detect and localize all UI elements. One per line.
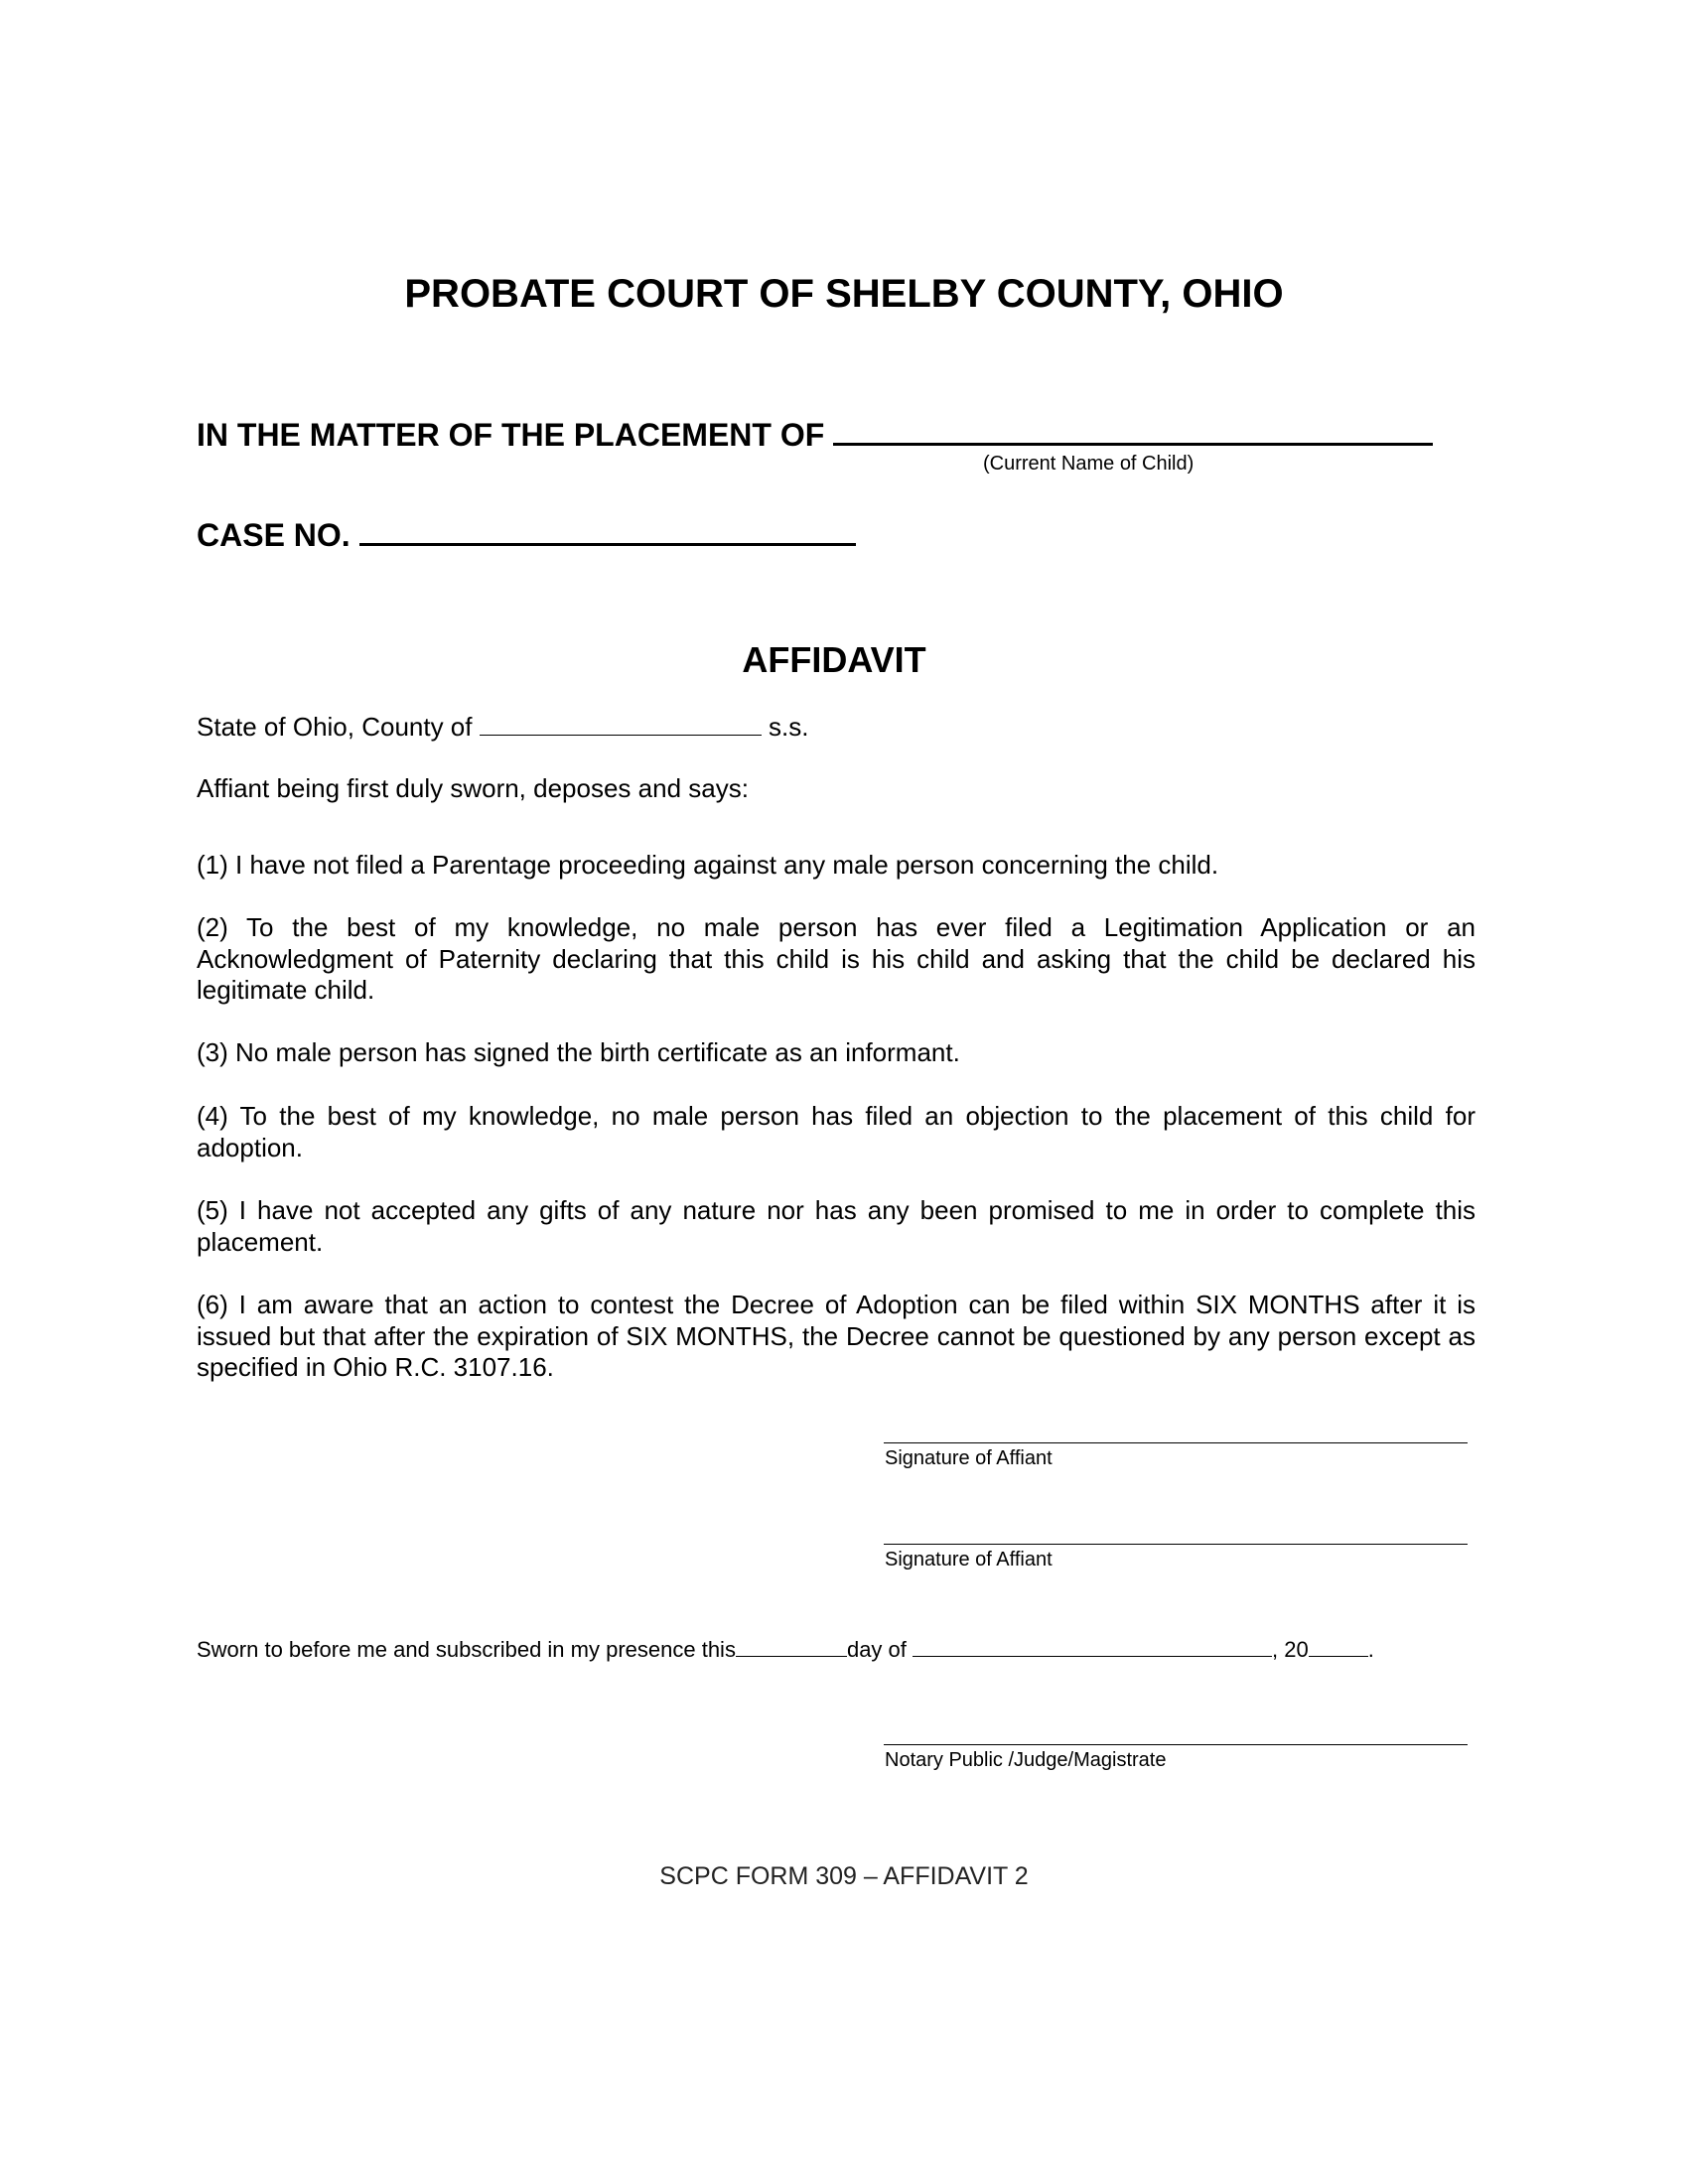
month-field[interactable] [913, 1636, 1272, 1657]
case-no-line [197, 513, 856, 554]
child-name-caption: (Current Name of Child) [983, 453, 1195, 475]
statement-5: (5) I have not accepted any gifts of any nature nor has any been promised to me in order to complete this placement. [197, 1195, 1476, 1257]
case-no-field[interactable] [359, 513, 856, 546]
statement-1: (1) I have not filed a Parentage proceeding against any male person concerning the child. [197, 850, 1219, 880]
affiant-signature-line-2[interactable] [884, 1544, 1468, 1545]
year-field[interactable] [1309, 1636, 1368, 1657]
intro-text: Affiant being first duly sworn, deposes and says: [197, 773, 749, 803]
matter-line [197, 413, 1433, 454]
affidavit-heading: AFFIDAVIT [742, 639, 926, 680]
jurat-prefix: Sworn to before me and subscribed in my presence this [197, 1637, 736, 1662]
venue-prefix: State of Ohio, County of [197, 712, 473, 742]
notary-signature-line[interactable] [884, 1744, 1468, 1745]
affiant-signature-label-1: Signature of Affiant [885, 1447, 1053, 1469]
jurat-year-prefix: , 20 [1272, 1637, 1309, 1662]
child-name-field[interactable] [833, 413, 1433, 446]
statement-3: (3) No male person has signed the birth certificate as an informant. [197, 1037, 960, 1067]
notary-signature-label: Notary Public /Judge/Magistrate [885, 1749, 1167, 1771]
jurat-line [197, 1636, 1374, 1663]
statement-6: (6) I am aware that an action to contest the Decree of Adoption can be filed within SIX MONTHS after it is issued but that after the expiration of SIX MONTHS, the Decree cannot be questioned by any person except as specified in Ohio R.C. 3107.16. [197, 1290, 1476, 1382]
affiant-signature-line-1[interactable] [884, 1442, 1468, 1443]
statement-4: (4) To the best of my knowledge, no male person has filed an objection to the placement of this child for adoption. [197, 1101, 1476, 1162]
venue-line [197, 711, 1476, 744]
venue-suffix: s.s. [768, 712, 809, 742]
affiant-signature-label-2: Signature of Affiant [885, 1549, 1053, 1570]
jurat-day-of: day of [846, 1637, 907, 1662]
county-field[interactable] [480, 711, 762, 736]
statement-2: (2) To the best of my knowledge, no male person has ever filed a Legitimation Application or an Acknowledgment of Paternity declaring that this child is his child and asking that the child be declared his legitimate child. [197, 912, 1476, 1005]
matter-label: IN THE MATTER OF THE PLACEMENT OF [197, 417, 825, 453]
form-footer: SCPC FORM 309 – AFFIDAVIT 2 [659, 1862, 1029, 1890]
case-no-label: CASE NO. [197, 517, 351, 553]
day-field[interactable] [736, 1636, 847, 1657]
jurat-end: . [1367, 1637, 1374, 1662]
court-title: PROBATE COURT OF SHELBY COUNTY, OHIO [404, 272, 1284, 316]
